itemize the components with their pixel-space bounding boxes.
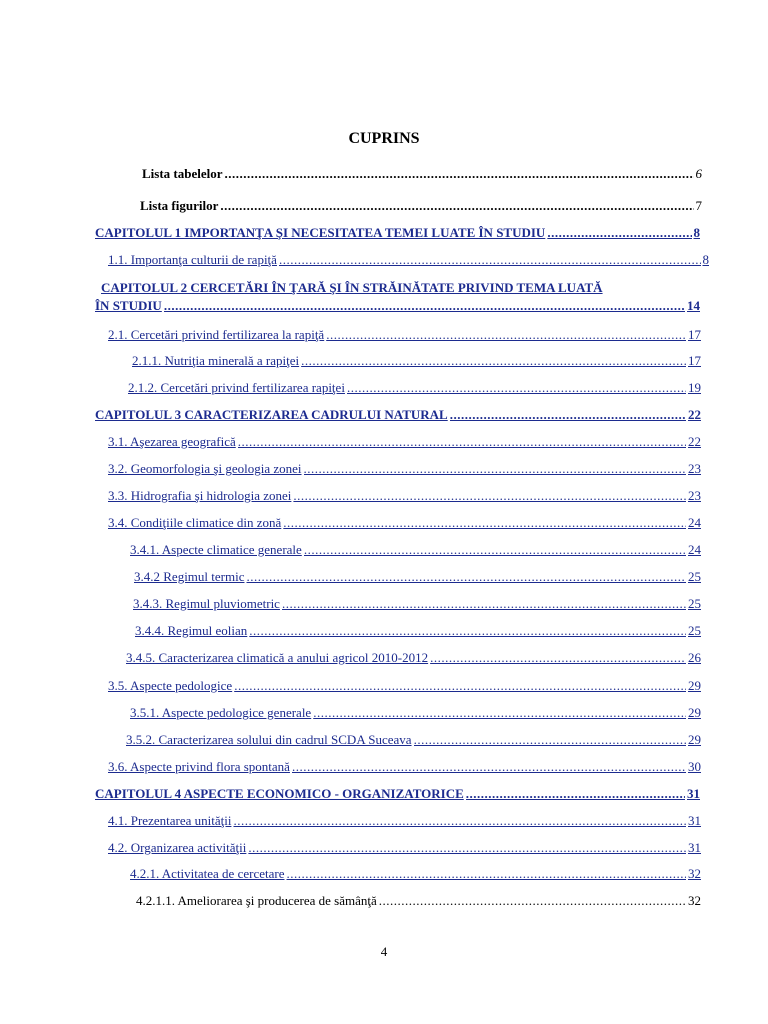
toc-entry-capitolul-4[interactable]: CAPITOLUL 4 ASPECTE ECONOMICO - ORGANIZATORICE ..... 31 [95, 786, 700, 802]
dot-leader [238, 434, 686, 450]
toc-entry-3-4-1[interactable]: 3.4.1. Aspecte climatice generale ..... 24 [130, 542, 701, 558]
toc-entry-capitolul-3[interactable]: CAPITOLUL 3 CARACTERIZAREA CADRULUI NATURAL ..... 22 [95, 407, 701, 423]
toc-entry-capitolul-2[interactable]: ÎN STUDIU ..... 14 [95, 298, 700, 314]
toc-entry-4-2[interactable]: 4.2. Organizarea activităţii ..... 31 [108, 840, 701, 856]
toc-entry-3-4-5[interactable]: 3.4.5. Caracterizarea climatică a anului agricol 2010-2012 ..... 26 [126, 650, 701, 666]
dot-leader [301, 353, 686, 369]
dot-leader [225, 166, 694, 182]
dot-leader [379, 893, 686, 909]
dot-leader [286, 866, 686, 882]
dot-leader [233, 813, 686, 829]
toc-entry-3-4-2[interactable]: 3.4.2 Regimul termic ..... 25 [134, 569, 701, 585]
page-title: CUPRINS [348, 130, 420, 147]
dot-leader [313, 705, 686, 721]
toc-entry-4-1[interactable]: 4.1. Prezentarea unităţii ..... 31 [108, 813, 701, 829]
dot-leader [246, 569, 686, 585]
toc-entry-1-1[interactable]: 1.1. Importanţa culturii de rapiţă ..... 8 [108, 252, 709, 268]
page-number: 4 [380, 944, 388, 959]
dot-leader [450, 407, 686, 423]
toc-entry-2-1[interactable]: 2.1. Cercetări privind fertilizarea la rapiţă ..... 17 [108, 327, 701, 343]
toc-entry-3-5-2[interactable]: 3.5.2. Caracterizarea solului din cadrul SCDA Suceava ..... 29 [126, 732, 701, 748]
dot-leader [164, 298, 685, 314]
toc-entry-3-4-3[interactable]: 3.4.3. Regimul pluviometric ..... 25 [133, 596, 701, 612]
dot-leader [326, 327, 686, 343]
dot-leader [234, 678, 686, 694]
toc-entry-lista-tabelelor[interactable]: Lista tabelelor ..... 6 [142, 166, 702, 182]
dot-leader [547, 225, 691, 241]
dot-leader [283, 515, 686, 531]
toc-entry-3-6[interactable]: 3.6. Aspecte privind flora spontană ..... 30 [108, 759, 701, 775]
toc-entry-3-2[interactable]: 3.2. Geomorfologia şi geologia zonei ..... 23 [108, 461, 701, 477]
dot-leader [347, 380, 686, 396]
toc-entry-4-2-1-1[interactable]: 4.2.1.1. Ameliorarea şi producerea de sămânţă ..... 32 [136, 893, 701, 909]
dot-leader [220, 198, 693, 214]
toc-entry-2-1-1[interactable]: 2.1.1. Nutriţia minerală a rapiţei ..... 17 [132, 353, 701, 369]
toc-entry-3-5[interactable]: 3.5. Aspecte pedologice ..... 29 [108, 678, 701, 694]
toc-entry-3-4-4[interactable]: 3.4.4. Regimul eolian ..... 25 [135, 623, 701, 639]
dot-leader [282, 596, 686, 612]
dot-leader [248, 840, 686, 856]
toc-entry-lista-figurilor[interactable]: Lista figurilor ..... 7 [140, 198, 702, 214]
toc-entry-3-5-1[interactable]: 3.5.1. Aspecte pedologice generale ..... 29 [130, 705, 701, 721]
dot-leader [466, 786, 685, 802]
dot-leader [279, 252, 701, 268]
dot-leader [293, 488, 686, 504]
dot-leader [292, 759, 686, 775]
dot-leader [249, 623, 686, 639]
toc-entry-3-4[interactable]: 3.4. Condiţiile climatice din zonă ..... 24 [108, 515, 701, 531]
toc-entry-4-2-1[interactable]: 4.2.1. Activitatea de cercetare ..... 32 [130, 866, 701, 882]
dot-leader [430, 650, 686, 666]
toc-entry-3-3[interactable]: 3.3. Hidrografia şi hidrologia zonei ..... 23 [108, 488, 701, 504]
dot-leader [304, 542, 686, 558]
toc-entry-capitolul-1[interactable]: CAPITOLUL 1 IMPORTANŢA ŞI NECESITATEA TEMEI LUATE ÎN STUDIU ..... 8 [95, 225, 700, 241]
dot-leader [414, 732, 686, 748]
toc-entry-3-1[interactable]: 3.1. Aşezarea geografică ..... 22 [108, 434, 701, 450]
toc-entry-2-1-2[interactable]: 2.1.2. Cercetări privind fertilizarea rapiţei ..... 19 [128, 380, 701, 396]
dot-leader [304, 461, 686, 477]
toc-entry-capitolul-2-line1[interactable]: CAPITOLUL 2 CERCETĂRI ÎN ŢARĂ ŞI ÎN STRĂINĂTATE PRIVIND TEMA LUATĂ [101, 280, 603, 295]
